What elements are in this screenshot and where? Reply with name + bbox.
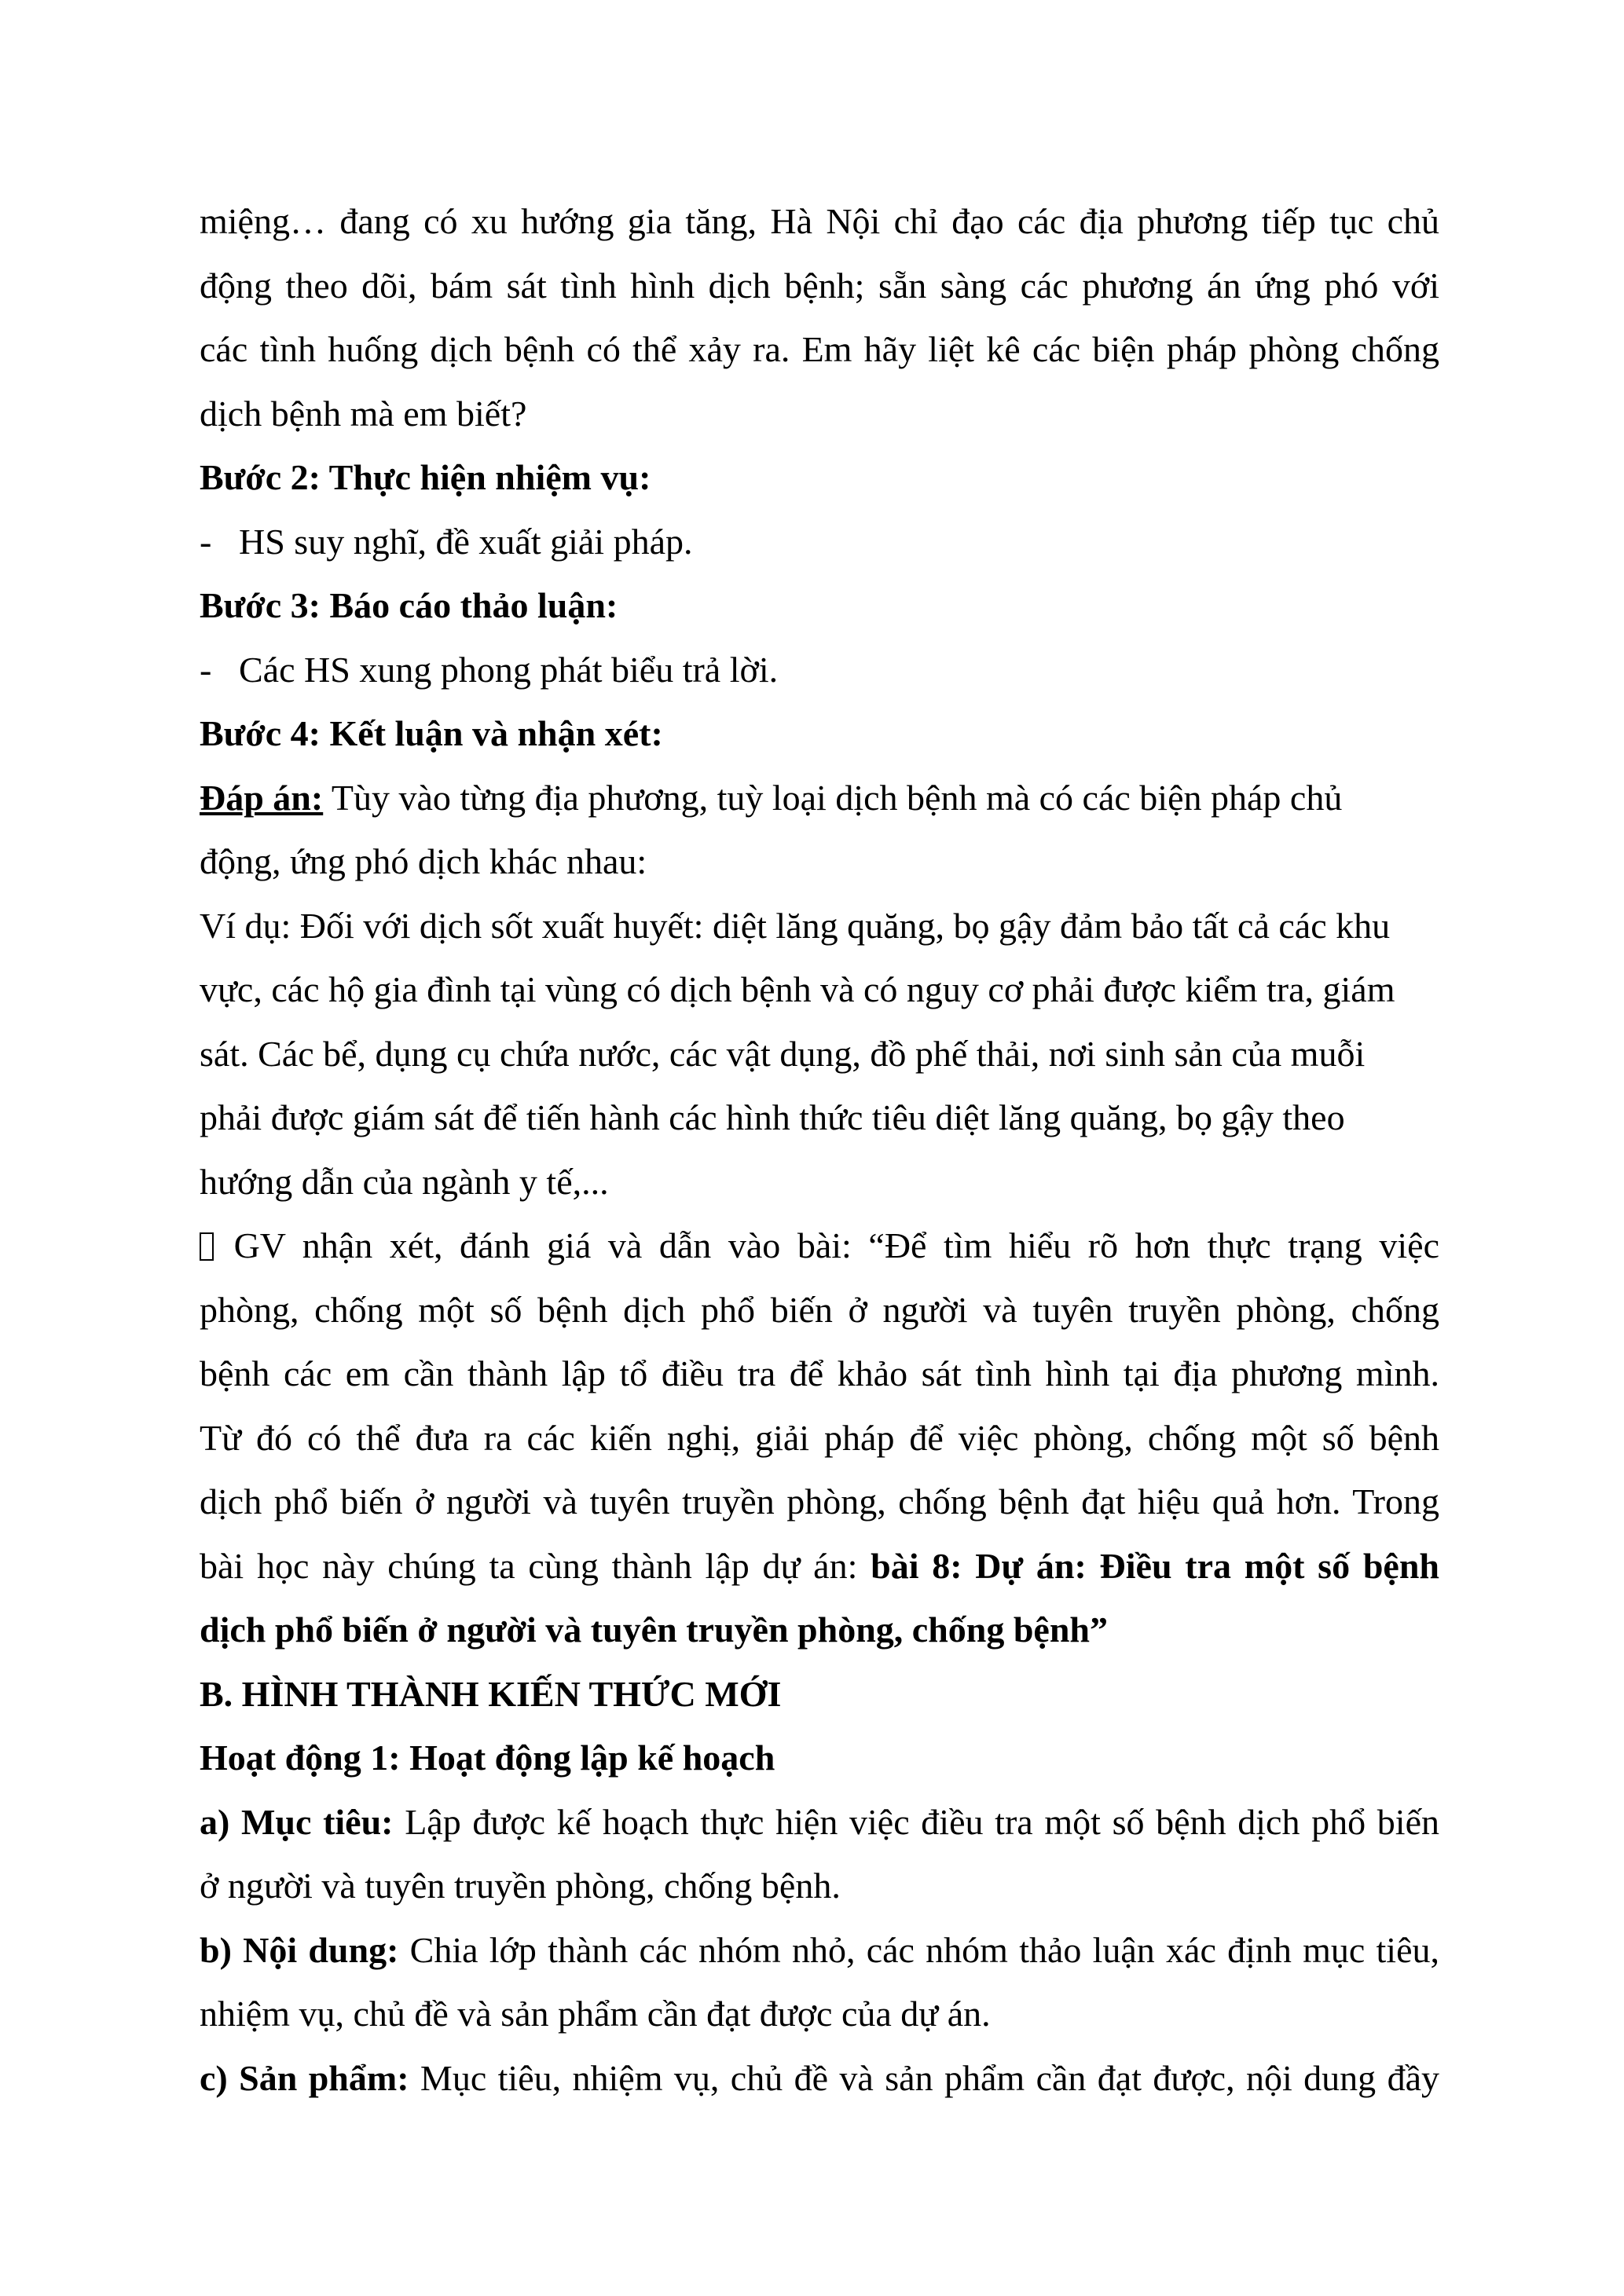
text: bệnh các em cần thành lập tổ điều tra để khảo sát tình hình tại địa phương mình. — [200, 1353, 1439, 1393]
bold-text: c) Sản phẩm: — [200, 2057, 409, 2098]
text-line — [200, 1662, 1439, 1727]
missing-glyph-arrow-icon — [200, 1232, 214, 1261]
text-line — [200, 1790, 1439, 1855]
text-line — [200, 1470, 1439, 1534]
text: các tình huống dịch bệnh có thể xảy ra. Em hãy liệt kê các biện pháp phòng chống — [200, 329, 1439, 369]
text-line — [200, 1598, 1439, 1662]
text: Tùy vào từng địa phương, tuỳ loại dịch bệnh mà có các biện pháp chủ — [323, 777, 1343, 818]
bold-text: Hoạt động 1: Hoạt động lập kế hoạch — [200, 1738, 775, 1778]
text-line — [200, 1022, 1439, 1086]
text-line — [200, 1342, 1439, 1406]
text: Ví dụ: Đối với dịch sốt xuất huyết: diệt lăng quăng, bọ gậy đảm bảo tất cả các khu — [200, 905, 1391, 946]
bold-text: b) Nội dung: — [200, 1929, 399, 1970]
text-line — [200, 445, 1439, 510]
bold-text: Bước 4: Kết luận và nhận xét: — [200, 713, 663, 753]
bold-text: B. HÌNH THÀNH KIẾN THỨC MỚI — [200, 1673, 782, 1714]
bold-text: Đáp án: — [200, 777, 324, 818]
text: vực, các hộ gia đình tại vùng có dịch bệnh và có nguy cơ phải được kiểm tra, giám — [200, 969, 1395, 1009]
text-line — [200, 254, 1439, 318]
text-line — [200, 958, 1439, 1022]
text: miệng… đang có xu hướng gia tăng, Hà Nội chỉ đạo các địa phương tiếp tục chủ — [200, 201, 1439, 241]
text-line — [200, 701, 1439, 766]
text: động theo dõi, bám sát tình hình dịch bệnh; sẵn sàng các phương án ứng phó với — [200, 265, 1439, 306]
text-line — [200, 510, 1439, 574]
text: Từ đó có thể đưa ra các kiến nghị, giải pháp để việc phòng, chống một số bệnh — [200, 1417, 1439, 1458]
text: ở người và tuyên truyền phòng, chống bệnh. — [200, 1866, 841, 1906]
text-line — [200, 829, 1439, 894]
bold-text: Bước 2: Thực hiện nhiệm vụ: — [200, 457, 651, 497]
text: hướng dẫn của ngành y tế,... — [200, 1161, 609, 1202]
text: HS suy nghĩ, đề xuất giải pháp. — [239, 521, 693, 562]
text-line — [200, 189, 1439, 254]
text: phòng, chống một số bệnh dịch phổ biến ở người và tuyên truyền phòng, chống — [200, 1289, 1439, 1330]
text: Mục tiêu, nhiệm vụ, chủ đề và sản phẩm cần đạt được, nội dung đầy — [409, 2057, 1439, 2098]
text-line — [200, 1406, 1439, 1470]
bold-text: Bước 3: Báo cáo thảo luận: — [200, 585, 618, 625]
text: dịch phổ biến ở người và tuyên truyền phòng, chống bệnh đạt hiệu quả hơn. Trong — [200, 1481, 1439, 1522]
text: động, ứng phó dịch khác nhau: — [200, 841, 647, 881]
text: Các HS xung phong phát biểu trả lời. — [239, 649, 779, 690]
text: Lập được kế hoạch thực hiện việc điều tra một số bệnh dịch phổ biến — [393, 1801, 1440, 1842]
text: bài học này chúng ta cùng thành lập dự án: — [200, 1545, 871, 1586]
bold-text: a) Mục tiêu: — [200, 1801, 394, 1842]
text-line — [200, 766, 1439, 830]
text: phải được giám sát để tiến hành các hình thức tiêu diệt lăng quăng, bọ gậy theo — [200, 1097, 1345, 1137]
text-line — [200, 382, 1439, 446]
text-line — [200, 894, 1439, 958]
text-line — [200, 1214, 1439, 1278]
text-line — [200, 1918, 1439, 1983]
text: nhiệm vụ, chủ đề và sản phẩm cần đạt được của dự án. — [200, 1994, 991, 2034]
text-line — [200, 1278, 1439, 1342]
text: sát. Các bể, dụng cụ chứa nước, các vật dụng, đồ phế thải, nơi sinh sản của muỗi — [200, 1033, 1366, 1074]
list-bullet: - — [200, 649, 212, 690]
document-page — [200, 189, 1439, 2110]
text-line — [200, 1982, 1439, 2046]
bold-text: bài 8: Dự án: Điều tra một số bệnh — [871, 1545, 1439, 1586]
text-line — [200, 573, 1439, 638]
text-line — [200, 317, 1439, 382]
text: Chia lớp thành các nhóm nhỏ, các nhóm thảo luận xác định mục tiêu, — [398, 1929, 1439, 1970]
text: GV nhận xét, đánh giá và dẫn vào bài: “Để tìm hiểu rõ hơn thực trạng việc — [217, 1225, 1439, 1265]
text-line — [200, 1726, 1439, 1790]
text-line — [200, 1854, 1439, 1918]
text-line — [200, 1534, 1439, 1598]
text-line — [200, 638, 1439, 702]
text-line — [200, 2046, 1439, 2111]
text-line — [200, 1086, 1439, 1150]
text: dịch bệnh mà em biết? — [200, 393, 527, 434]
text-line — [200, 1150, 1439, 1214]
list-bullet: - — [200, 521, 212, 562]
bold-text: dịch phổ biến ở người và tuyên truyền phòng, chống bệnh” — [200, 1609, 1109, 1650]
